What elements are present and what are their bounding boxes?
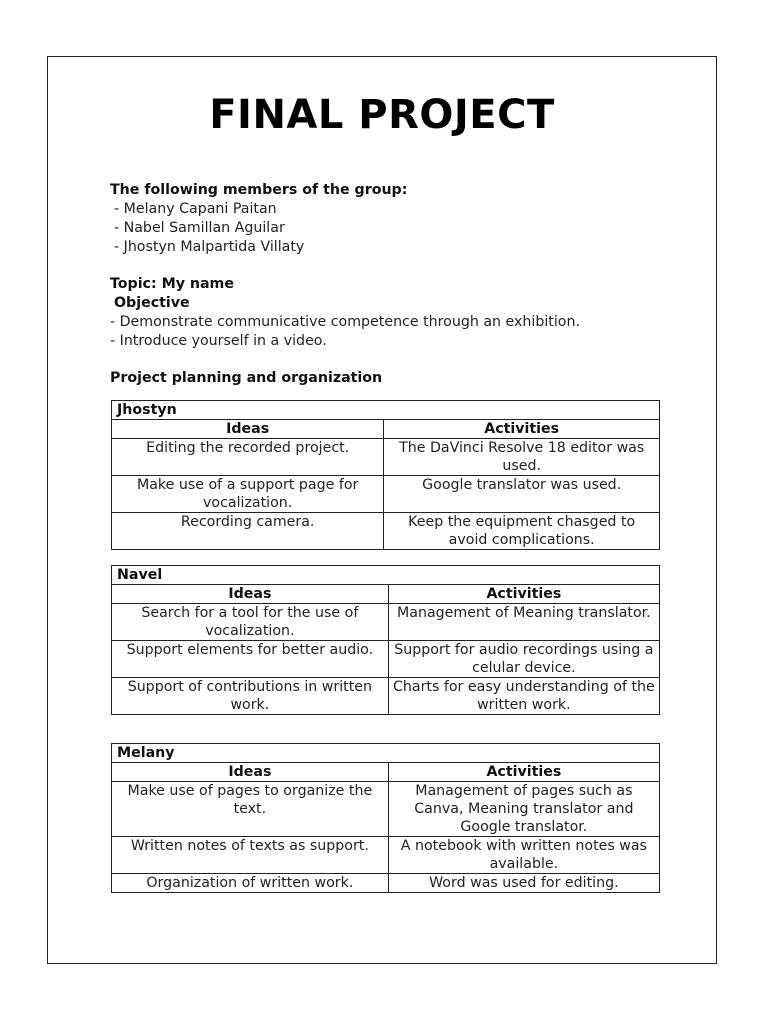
column-header-activities: Activities	[388, 585, 659, 604]
idea-cell: Support of contributions in written work.	[112, 678, 389, 715]
table-row	[112, 874, 660, 893]
planning-table-navel	[111, 565, 660, 715]
idea-cell: Search for a tool for the use of vocalization.	[112, 604, 389, 641]
activity-cell: Google translator was used.	[384, 476, 660, 513]
table-row	[112, 513, 660, 550]
column-header-activities: Activities	[384, 420, 660, 439]
activity-cell: Charts for easy understanding of the written work.	[388, 678, 659, 715]
table-row	[112, 439, 660, 476]
idea-cell: Make use of pages to organize the text.	[112, 782, 389, 837]
table-member-name: Jhostyn	[112, 401, 660, 420]
objective-heading: Objective	[114, 295, 190, 311]
activity-cell: Management of pages such as Canva, Meaning translator and Google translator.	[388, 782, 659, 837]
planning-heading: Project planning and organization	[110, 370, 383, 386]
activity-cell: The DaVinci Resolve 18 editor was used.	[384, 439, 660, 476]
objective-item: - Demonstrate communicative competence through an exhibition.	[110, 314, 580, 330]
table-member-name: Melany	[112, 744, 660, 763]
idea-cell: Organization of written work.	[112, 874, 389, 893]
idea-cell: Support elements for better audio.	[112, 641, 389, 678]
column-header-ideas: Ideas	[112, 763, 389, 782]
table-row	[112, 476, 660, 513]
topic-heading: Topic: My name	[110, 276, 234, 292]
activity-cell: A notebook with written notes was available.	[388, 837, 659, 874]
idea-cell: Make use of a support page for vocalization.	[112, 476, 384, 513]
table-row	[112, 604, 660, 641]
document-body	[110, 181, 660, 388]
column-header-ideas: Ideas	[112, 585, 389, 604]
idea-cell: Written notes of texts as support.	[112, 837, 389, 874]
member-item: - Nabel Samillan Aguilar	[114, 220, 285, 236]
idea-cell: Editing the recorded project.	[112, 439, 384, 476]
idea-cell: Recording camera.	[112, 513, 384, 550]
table-row	[112, 678, 660, 715]
table-member-name: Navel	[112, 566, 660, 585]
table-row	[112, 782, 660, 837]
planning-table-melany	[111, 743, 660, 893]
activity-cell: Keep the equipment chasged to avoid complications.	[384, 513, 660, 550]
objective-item: - Introduce yourself in a video.	[110, 333, 327, 349]
activity-cell: Word was used for editing.	[388, 874, 659, 893]
table-row	[112, 641, 660, 678]
column-header-ideas: Ideas	[112, 420, 384, 439]
activity-cell: Management of Meaning translator.	[388, 604, 659, 641]
member-item: - Jhostyn Malpartida Villaty	[114, 239, 305, 255]
document-title: FINAL PROJECT	[209, 92, 555, 138]
activity-cell: Support for audio recordings using a celular device.	[388, 641, 659, 678]
members-list	[110, 200, 660, 257]
table-row	[112, 837, 660, 874]
document-page	[47, 56, 717, 964]
planning-table-jhostyn	[111, 400, 660, 550]
members-heading: The following members of the group:	[110, 182, 408, 198]
column-header-activities: Activities	[388, 763, 659, 782]
member-item: - Melany Capani Paitan	[114, 201, 277, 217]
